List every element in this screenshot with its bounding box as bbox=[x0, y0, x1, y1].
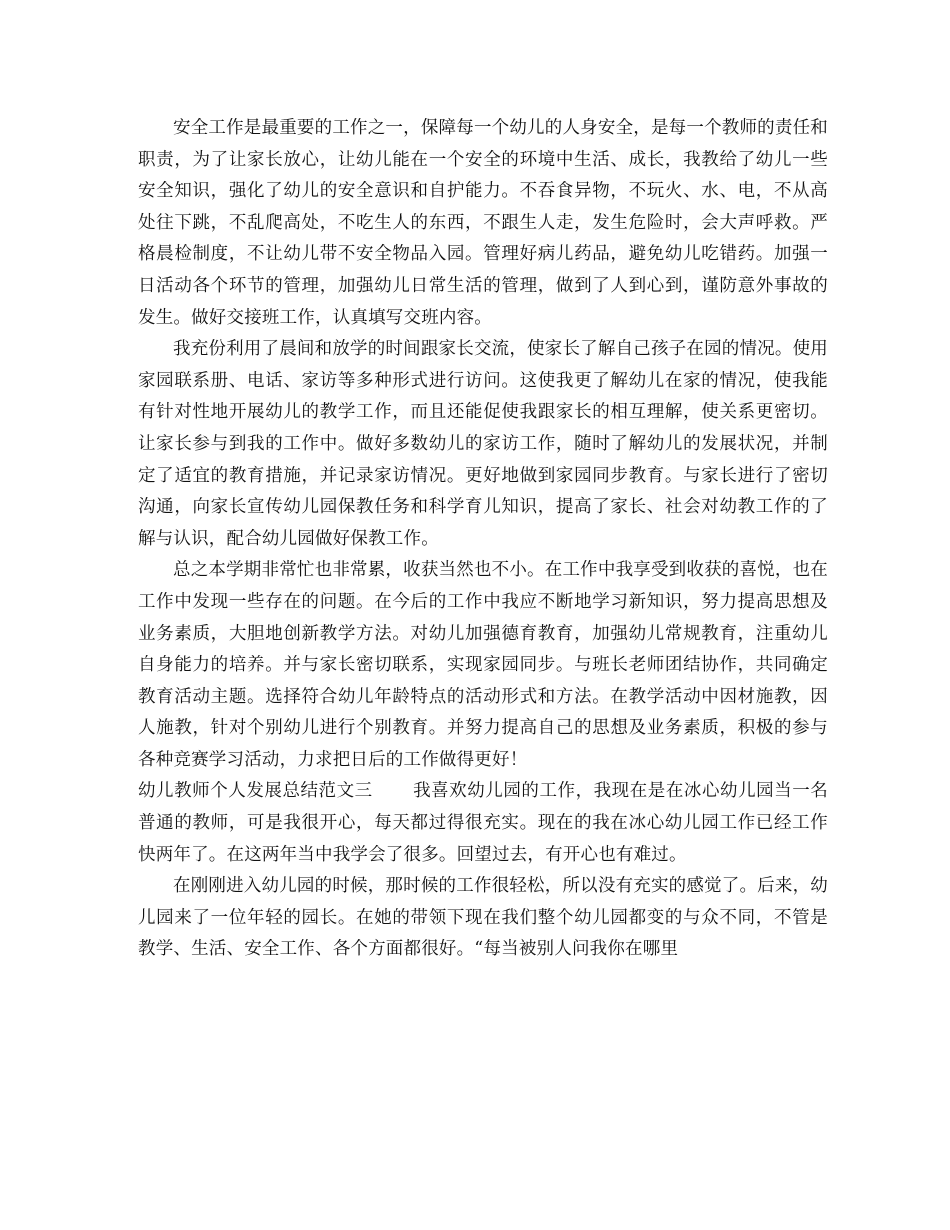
section-title: 幼儿教师个人发展总结范文三 bbox=[138, 781, 373, 802]
paragraph-summary: 总之本学期非常忙也非常累，收获当然也不小。在工作中我享受到收获的喜悦，也在工作中发现一些存在的问题。在今后的工作中我应不断地学习新知识，努力提高思想及业务素质，大胆地创新教学方法。对幼儿加强德育教育，加强幼儿常规教育，注重幼儿自身能力的培养。并与家长密切联系，实现家园同步。与班长老师团结协作，共同确定教育活动主题。选择符合幼儿年龄特点的活动形式和方法。在教学活动中因材施教，因人施教，针对个别幼儿进行个别教育。并努力提高自己的思想及业务素质，积极的参与各种竞赛学习活动，力求把日后的工作做得更好！ bbox=[138, 560, 828, 770]
paragraph-parents: 我充份利用了晨间和放学的时间跟家长交流，使家长了解自己孩子在园的情况。使用家园联系册、电话、家访等多种形式进行访问。这使我更了解幼儿在家的情况，使我能有针对性地开展幼儿的教学工作，而且还能促使我跟家长的相互理解，使关系更密切。让家长参与到我的工作中。做好多数幼儿的家访工作，随时了解幼儿的发展状况，并制定了适宜的教育措施，并记录家访情况。更好地做到家园同步教育。与家长进行了密切沟通，向家长宣传幼儿园保教任务和科学育儿知识，提高了家长、社会对幼教工作的了解与认识，配合幼儿园做好保教工作。 bbox=[138, 339, 828, 549]
paragraph-safety: 安全工作是最重要的工作之一，保障每一个幼儿的人身安全，是每一个教师的责任和职责，为了让家长放心，让幼儿能在一个安全的环境中生活、成长，我教给了幼儿一些安全知识，强化了幼儿的安全意识和自护能力。不吞食异物，不玩火、水、电，不从高处往下跳，不乱爬高处，不吃生人的东西，不跟生人走，发生危险时，会大声呼救。严格晨检制度，不让幼儿带不安全物品入园。管理好病儿药品，避免幼儿吃错药。加强一日活动各个环节的管理，加强幼儿日常生活的管理，做到了人到心到，谨防意外事故的发生。做好交接班工作，认真填写交班内容。 bbox=[138, 118, 828, 328]
paragraph-beginning: 在刚刚进入幼儿园的时候，那时候的工作很轻松，所以没有充实的感觉了。后来，幼儿园来了一位年轻的园长。在她的带领下现在我们整个幼儿园都变的与众不同，不管是教学、生活、安全工作、各个方面都很好。“每当被别人问我你在哪里 bbox=[138, 876, 828, 960]
document-body bbox=[138, 113, 828, 966]
section-first-text: 我喜欢幼儿园的工作，我现在是在冰心幼儿园当一名普通的教师，可是我很开心，每天都过得很充实。现在的我在冰心幼儿园工作已经工作快两年了。在这两年当中我学会了很多。回望过去，有开心也有难过。 bbox=[138, 781, 828, 865]
section-three bbox=[138, 776, 828, 871]
